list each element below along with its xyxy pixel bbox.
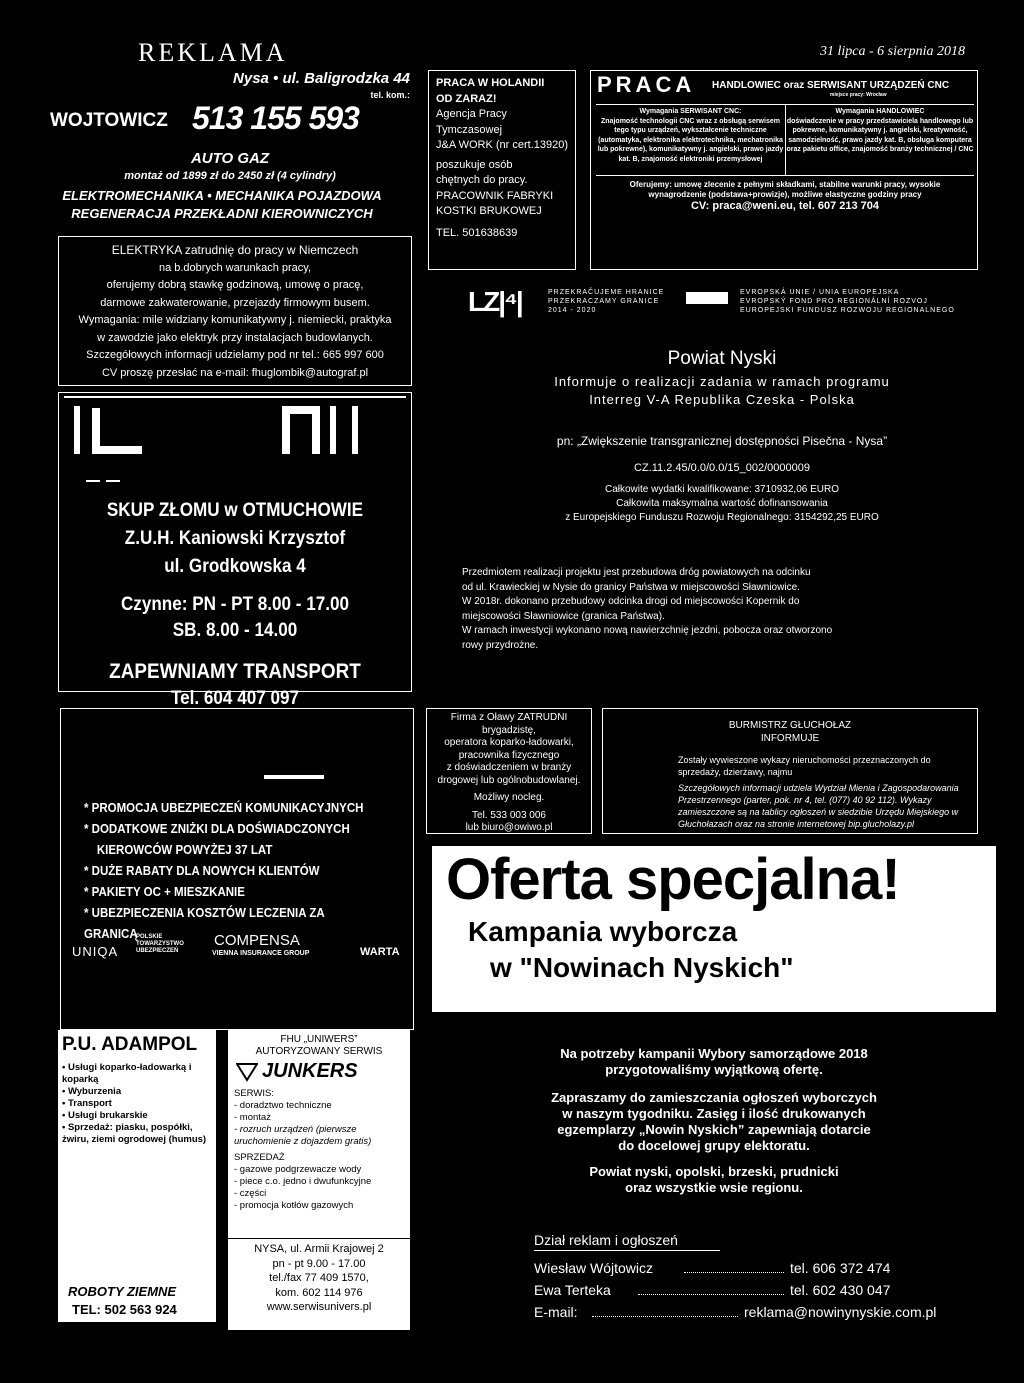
powiat-desc-line: Przedmiotem realizacji projektu jest przebudowa dróg powiatowych na odcinku	[462, 567, 811, 578]
olawa-line: drogowej lub ogólnobudowlanej.	[437, 774, 581, 786]
holandia-line: J&A WORK (nr cert.13920)	[436, 139, 569, 151]
contact-email[interactable]: reklama@nowinynyskie.com.pl	[744, 1304, 937, 1320]
junkers-sprzedaz-item: - gazowe podgrzewacze wody	[234, 1164, 362, 1175]
junkers-sprzedaz-item: - piece c.o. jedno i dwufunkcyjne	[234, 1176, 372, 1187]
oferta-p2-line: w naszym tygodniku. Zasięg i ilość drukowanych	[562, 1106, 866, 1121]
section-title: REKLAMA	[138, 38, 288, 67]
adampol-item: • Transport	[62, 1098, 112, 1109]
eu-left-line: PRZEKRAČUJEME HRANICE	[548, 289, 665, 296]
wojtowicz-phone: 513 155 593	[192, 100, 359, 136]
eu-flag-icon	[686, 292, 728, 304]
praca-right-head: Wymagania HANDLOWIEC	[835, 108, 925, 115]
junkers-serwis-block	[234, 1088, 406, 1212]
holandia-line: OD ZARAZ!	[436, 92, 497, 105]
oferta-p1	[432, 1046, 996, 1078]
powiat-code: CZ.11.2.45/0.0/0.0/15_002/0000009	[634, 462, 810, 474]
olawa-line: Firma z Oławy ZATRUDNI	[450, 712, 568, 723]
praca-right-col	[786, 104, 974, 176]
elektryka-line: CV proszę przesłać na e-mail: fhuglombik@autograf.pl	[101, 366, 369, 379]
wojtowicz-city: Nysa • ul. Baligrodzka 44	[233, 70, 410, 87]
contact-name: Ewa Terteka	[534, 1282, 611, 1298]
oferta-sub1: Kampania wyborcza	[468, 916, 738, 947]
warta-logo: WARTA	[360, 946, 400, 958]
praca-left-body: Znajomość technologii CNC wraz z obsługą serwisem tego typu urządzeń, wykształcenie techniczne (automatyka, elektronika elektrotechnika, mechatronika lub pokrewne), komunikatywny j. angielski, prawo jazdy kat. B, znajomość elektroniki przemysłowej	[597, 117, 784, 163]
zlom-address: ul. Grodkowska 4	[164, 556, 306, 577]
zlom-logo-graphic	[62, 396, 408, 486]
adampol-item: • Usługi brukarskie	[62, 1110, 148, 1121]
contact-value[interactable]: tel. 606 372 474	[790, 1260, 891, 1276]
interreg-logo: LZ|⁴|	[468, 286, 522, 317]
wojtowicz-name: WOJTOWICZ	[50, 110, 168, 131]
oferta-p2-line: egzemplarzy „Nowin Nyskich” zapewniają dotarcie	[557, 1122, 871, 1137]
powiat-desc	[462, 566, 982, 653]
powiat-cost2: Całkowita maksymalna wartość dofinansowania	[616, 498, 828, 509]
oferta-p2-line: Zapraszamy do zamieszczania ogłoszeń wyborczych	[551, 1090, 877, 1105]
junkers-serwis-item: - rozruch urządzeń (pierwsze uruchomienie z dojazdem gratis)	[234, 1124, 372, 1147]
holandia-line: chętnych do pracy.	[436, 174, 528, 186]
praca-right-body: doświadczenie w pracy przedstawiciela handlowego lub pokrewne, komunikatywny j. angielski, kreatywność, samodzielność, prawo jazdy kat. B, obsługa komputera oraz pakietu office, znajomość branży technicznej / CNC	[786, 117, 974, 153]
contact-dots	[638, 1294, 784, 1295]
junkers-top2: AUTORYZOWANY SERWIS	[255, 1046, 383, 1057]
ubezp-item: * DUŻE RABATY DLA NOWYCH KLIENTÓW	[84, 864, 320, 878]
junkers-addr-line: pn - pt 9.00 - 17.00	[272, 1257, 366, 1270]
ubezp-item: * PROMOCJA UBEZPIECZEŃ KOMUNIKACYJNYCH	[84, 801, 364, 815]
ubezp-bar-icon	[264, 775, 324, 779]
ubezp-item: KIEROWCÓW POWYŻEJ 37 LAT	[96, 843, 273, 857]
olawa-text	[426, 712, 592, 835]
junkers-addr	[228, 1242, 410, 1315]
oferta-p3	[432, 1164, 996, 1196]
praca-contact: CV: praca@weni.eu, tel. 607 213 704	[690, 200, 880, 212]
junkers-addr-line: NYSA, ul. Armii Krajowej 2	[254, 1243, 384, 1255]
praca-sub: miejsce pracy: Wrocław	[830, 92, 887, 98]
powiat-sub2: Interreg V-A Republika Czeska - Polska	[589, 392, 855, 407]
zlom-hours-sat: SB. 8.00 - 14.00	[172, 620, 298, 641]
wojtowicz-line3: REGENERACJA PRZEKŁADNI KIEROWNICZYCH	[71, 206, 373, 221]
adampol-item: • Usługi koparko-ładowarką i koparką	[62, 1062, 192, 1085]
oferta-p1-line: przygotowaliśmy wyjątkową ofertę.	[605, 1062, 823, 1077]
olawa-line: operatora koparko-ładowarki,	[444, 737, 574, 748]
elektryka-line: na b.dobrych warunkach pracy,	[158, 261, 312, 274]
eu-right-text	[740, 288, 955, 315]
burmistrz-title1: BURMISTRZ GŁUCHOŁAZ	[728, 720, 852, 731]
holandia-line: Agencja Pracy Tymczasowej	[436, 108, 507, 136]
oferta-sub2: w "Nowinach Nyskich"	[490, 952, 794, 983]
elektryka-text	[58, 242, 412, 382]
ubezp-item: * DODATKOWE ZNIŻKI DLA DOŚWIADCZONYCH	[84, 822, 350, 836]
praca-left-head: Wymagania SERWISANT CNC:	[639, 108, 742, 115]
junkers-serwis-item: - montaż	[234, 1112, 271, 1123]
junkers-logo-icon	[236, 1062, 258, 1082]
zlom-text	[58, 500, 412, 710]
wojtowicz-tel-label: tel. kom.:	[370, 90, 410, 100]
junkers-sprzedaz-item: - promocja kotłów gazowych	[234, 1200, 354, 1211]
junkers-brand: JUNKERS	[262, 1060, 358, 1082]
zlom-hours-weekday: Czynne: PN - PT 8.00 - 17.00	[120, 594, 350, 615]
eu-right-line: EUROPEJSKI FUNDUSZ ROZWOJU REGIONALNEGO	[740, 307, 955, 314]
eu-right-line: EVROPSKÁ UNIE / UNIA EUROPEJSKA	[740, 289, 900, 296]
holandia-line: KOSTKI BRUKOWEJ	[436, 205, 542, 217]
eu-left-text	[548, 288, 664, 315]
junkers-website[interactable]: www.serwisunivers.pl	[266, 1301, 372, 1313]
olawa-line: Tel. 533 003 006	[472, 809, 546, 821]
olawa-line: lub biuro@owiwo.pl	[465, 822, 553, 833]
wojtowicz-ad	[50, 70, 410, 260]
compensa-logo: COMPENSA	[214, 932, 300, 949]
elektryka-line: Szczegółowych informacji udzielamy pod nr tel.: 665 997 600	[86, 349, 384, 361]
junkers-serwis-item: - doradztwo techniczne	[234, 1100, 332, 1111]
pzu-logo: POLSKIE TOWARZYSTWO UBEZPIECZEŃ	[136, 934, 184, 954]
oferta-p3-line: Powiat nyski, opolski, brzeski, prudnicki	[589, 1164, 839, 1179]
adampol-item: • Wyburzenia	[62, 1086, 122, 1097]
junkers-divider	[228, 1238, 410, 1239]
ubezp-item: * UBEZPIECZENIA KOSZTÓW LECZENIA ZA GRANICĄ	[84, 906, 325, 941]
wojtowicz-sub: AUTO GAZ	[190, 150, 270, 167]
contact-value[interactable]: tel. 602 430 047	[790, 1282, 891, 1298]
praca-left-col	[596, 104, 786, 176]
powiat-desc-line: W 2018r. dokonano przebudowy odcinka drogi od miejscowości Kopernik do	[462, 596, 800, 607]
contact-row	[534, 1304, 954, 1324]
elektryka-line: w zawodzie jako elektryk przy instalacjach budowlanych.	[97, 331, 373, 344]
contact-dots	[592, 1316, 738, 1317]
ubezp-list	[84, 798, 378, 945]
wojtowicz-line1: montaż od 1899 zł do 2450 zł (4 cylindry)	[124, 170, 336, 182]
eu-left-line: PRZEKRACZAMY GRANICE	[548, 298, 660, 305]
holandia-line: PRACA W HOLANDII	[436, 77, 545, 89]
praca-headline: HANDLOWIEC oraz SERWISANT URZĄDZEŃ CNC	[712, 80, 950, 91]
oferta-dzial-underline	[534, 1250, 720, 1251]
burmistrz-p1: Zostały wywieszone wykazy nieruchomości przeznaczonych do sprzedaży, dzierżawy, najmu	[678, 755, 931, 777]
contact-dots	[684, 1272, 784, 1273]
elektryka-line: oferujemy dobrą stawkę godzinową, umowę o pracę,	[106, 279, 364, 291]
powiat-desc-line: miejscowości Sławniowice (granica Państwa).	[462, 610, 665, 622]
contact-name: Wiesław Wójtowicz	[534, 1260, 654, 1276]
junkers-addr-line: tel./fax 77 409 1570,	[269, 1272, 369, 1284]
holandia-line: PRACOWNIK FABRYKI	[436, 189, 554, 202]
powiat-sub1: Informuje o realizacji zadania w ramach programu	[554, 374, 890, 389]
burmistrz-p2: Szczegółowych informacji udziela Wydział Mienia i Zagospodarowania Przestrzennego (parter, pok. nr 4, tel. (077) 40 92 112). Wykazy zamieszczone są na tablicy ogłoszeń w siedzibie Urzędu Miejskiego w Głuchołazach oraz na stronie internetowej bip.glucholazy.pl	[678, 783, 959, 829]
holandia-line: TEL. 501638639	[436, 226, 518, 239]
junkers-addr-line: kom. 602 114 976	[275, 1286, 363, 1299]
junkers-serwis: SERWIS:	[234, 1088, 274, 1099]
ubezp-item: * PAKIETY OC + MIESZKANIE	[84, 885, 245, 899]
adampol-footer1: ROBOTY ZIEMNE	[68, 1284, 177, 1299]
eu-left-line: 2014 - 2020	[548, 307, 597, 314]
powiat-cost1: Całkowite wydatki kwalifikowane: 3710932,06 EURO	[604, 484, 839, 495]
eu-right-line: EVROPSKÝ FOND PRO REGIONÁLNÍ ROZVOJ	[740, 298, 928, 305]
powiat-title: Powiat Nyski	[667, 348, 777, 369]
wojtowicz-line2: ELEKTROMECHANIKA • MECHANIKA POJAZDOWA	[62, 188, 382, 203]
olawa-line: pracownika fizycznego	[458, 749, 560, 761]
powiat-project: pn: „Zwiększenie transgranicznej dostępności Pisečna - Nysa”	[556, 434, 888, 448]
praca-offer: Oferujemy: umowę zlecenie z pełnymi składkami, stabilne warunki pracy, wysokie wynagrodzenie (podstawa+prowizje), możliwe elastyczne godziny pracy	[629, 180, 941, 199]
oferta-title: Oferta specjalna!	[446, 847, 900, 912]
elektryka-line: ELEKTRYKA zatrudnię do pracy w Niemczech	[111, 243, 359, 257]
powiat-cost3: z Europejskiego Funduszu Rozwoju Regionalnego: 3154292,25 EURO	[565, 512, 879, 523]
oferta-dzial: Dział reklam i ogłoszeń	[534, 1232, 678, 1248]
zlom-company: Z.U.H. Kaniowski Krzysztof	[124, 528, 346, 549]
contact-name: E-mail:	[534, 1304, 578, 1320]
issue-date: 31 lipca - 6 sierpnia 2018	[820, 44, 966, 59]
holandia-line: poszukuje osób	[436, 158, 513, 171]
adampol-list	[62, 1062, 212, 1146]
elektryka-line: Wymagania: mile widziany komunikatywny j. niemiecki, praktyka	[78, 314, 392, 326]
adampol-title: P.U. ADAMPOL	[62, 1034, 198, 1055]
oferta-p2	[432, 1090, 996, 1154]
adampol-footer2: TEL: 502 563 924	[72, 1302, 177, 1317]
zlom-phone: Tel. 604 407 097	[170, 688, 300, 709]
contact-row	[534, 1282, 954, 1302]
holandia-text	[436, 76, 572, 241]
oferta-p1-line: Na potrzeby kampanii Wybory samorządowe 2018	[560, 1046, 868, 1061]
olawa-line: z doświadczeniem w branży	[446, 762, 572, 773]
powiat-desc-line: od ul. Krawieckiej w Nysie do granicy Państwa w miejscowości Sławniowice.	[462, 581, 800, 593]
uniqa-logo: UNIQA	[72, 944, 119, 959]
olawa-line: brygadzistę,	[482, 724, 536, 736]
junkers-triangle-icon	[236, 1062, 258, 1082]
adampol-item: • Sprzedaż: piasku, pospółki, żwiru, ziemi ogrodowej (humus)	[62, 1122, 207, 1145]
oferta-p3-line: oraz wszystkie wsie regionu.	[625, 1180, 803, 1195]
zlom-transport: ZAPEWNIAMY TRANSPORT	[109, 660, 361, 683]
praca-logo: PRACA	[597, 72, 696, 97]
olawa-line: Możliwy nocleg.	[473, 792, 545, 803]
contact-row	[534, 1260, 954, 1280]
zlom-title: SKUP ZŁOMU w OTMUCHOWIE	[106, 500, 364, 521]
junkers-sprzedaz: SPRZEDAŻ	[234, 1152, 285, 1163]
junkers-top1: FHU „UNIWERS”	[280, 1034, 358, 1045]
powiat-desc-line: rowy przydrożne.	[462, 639, 539, 651]
burmistrz-title2: INFORMUJE	[760, 733, 820, 744]
powiat-desc-line: W ramach inwestycji wykonano nową nawierzchnię jezdni, pobocza oraz otworzono	[462, 625, 833, 636]
junkers-sprzedaz-item: - części	[234, 1188, 267, 1199]
elektryka-line: darmowe zakwaterowanie, przejazdy firmowym busem.	[100, 296, 370, 309]
compensa-sub: VIENNA INSURANCE GROUP	[212, 950, 310, 957]
oferta-p2-line: do docelowej grupy elektoratu.	[618, 1138, 810, 1153]
